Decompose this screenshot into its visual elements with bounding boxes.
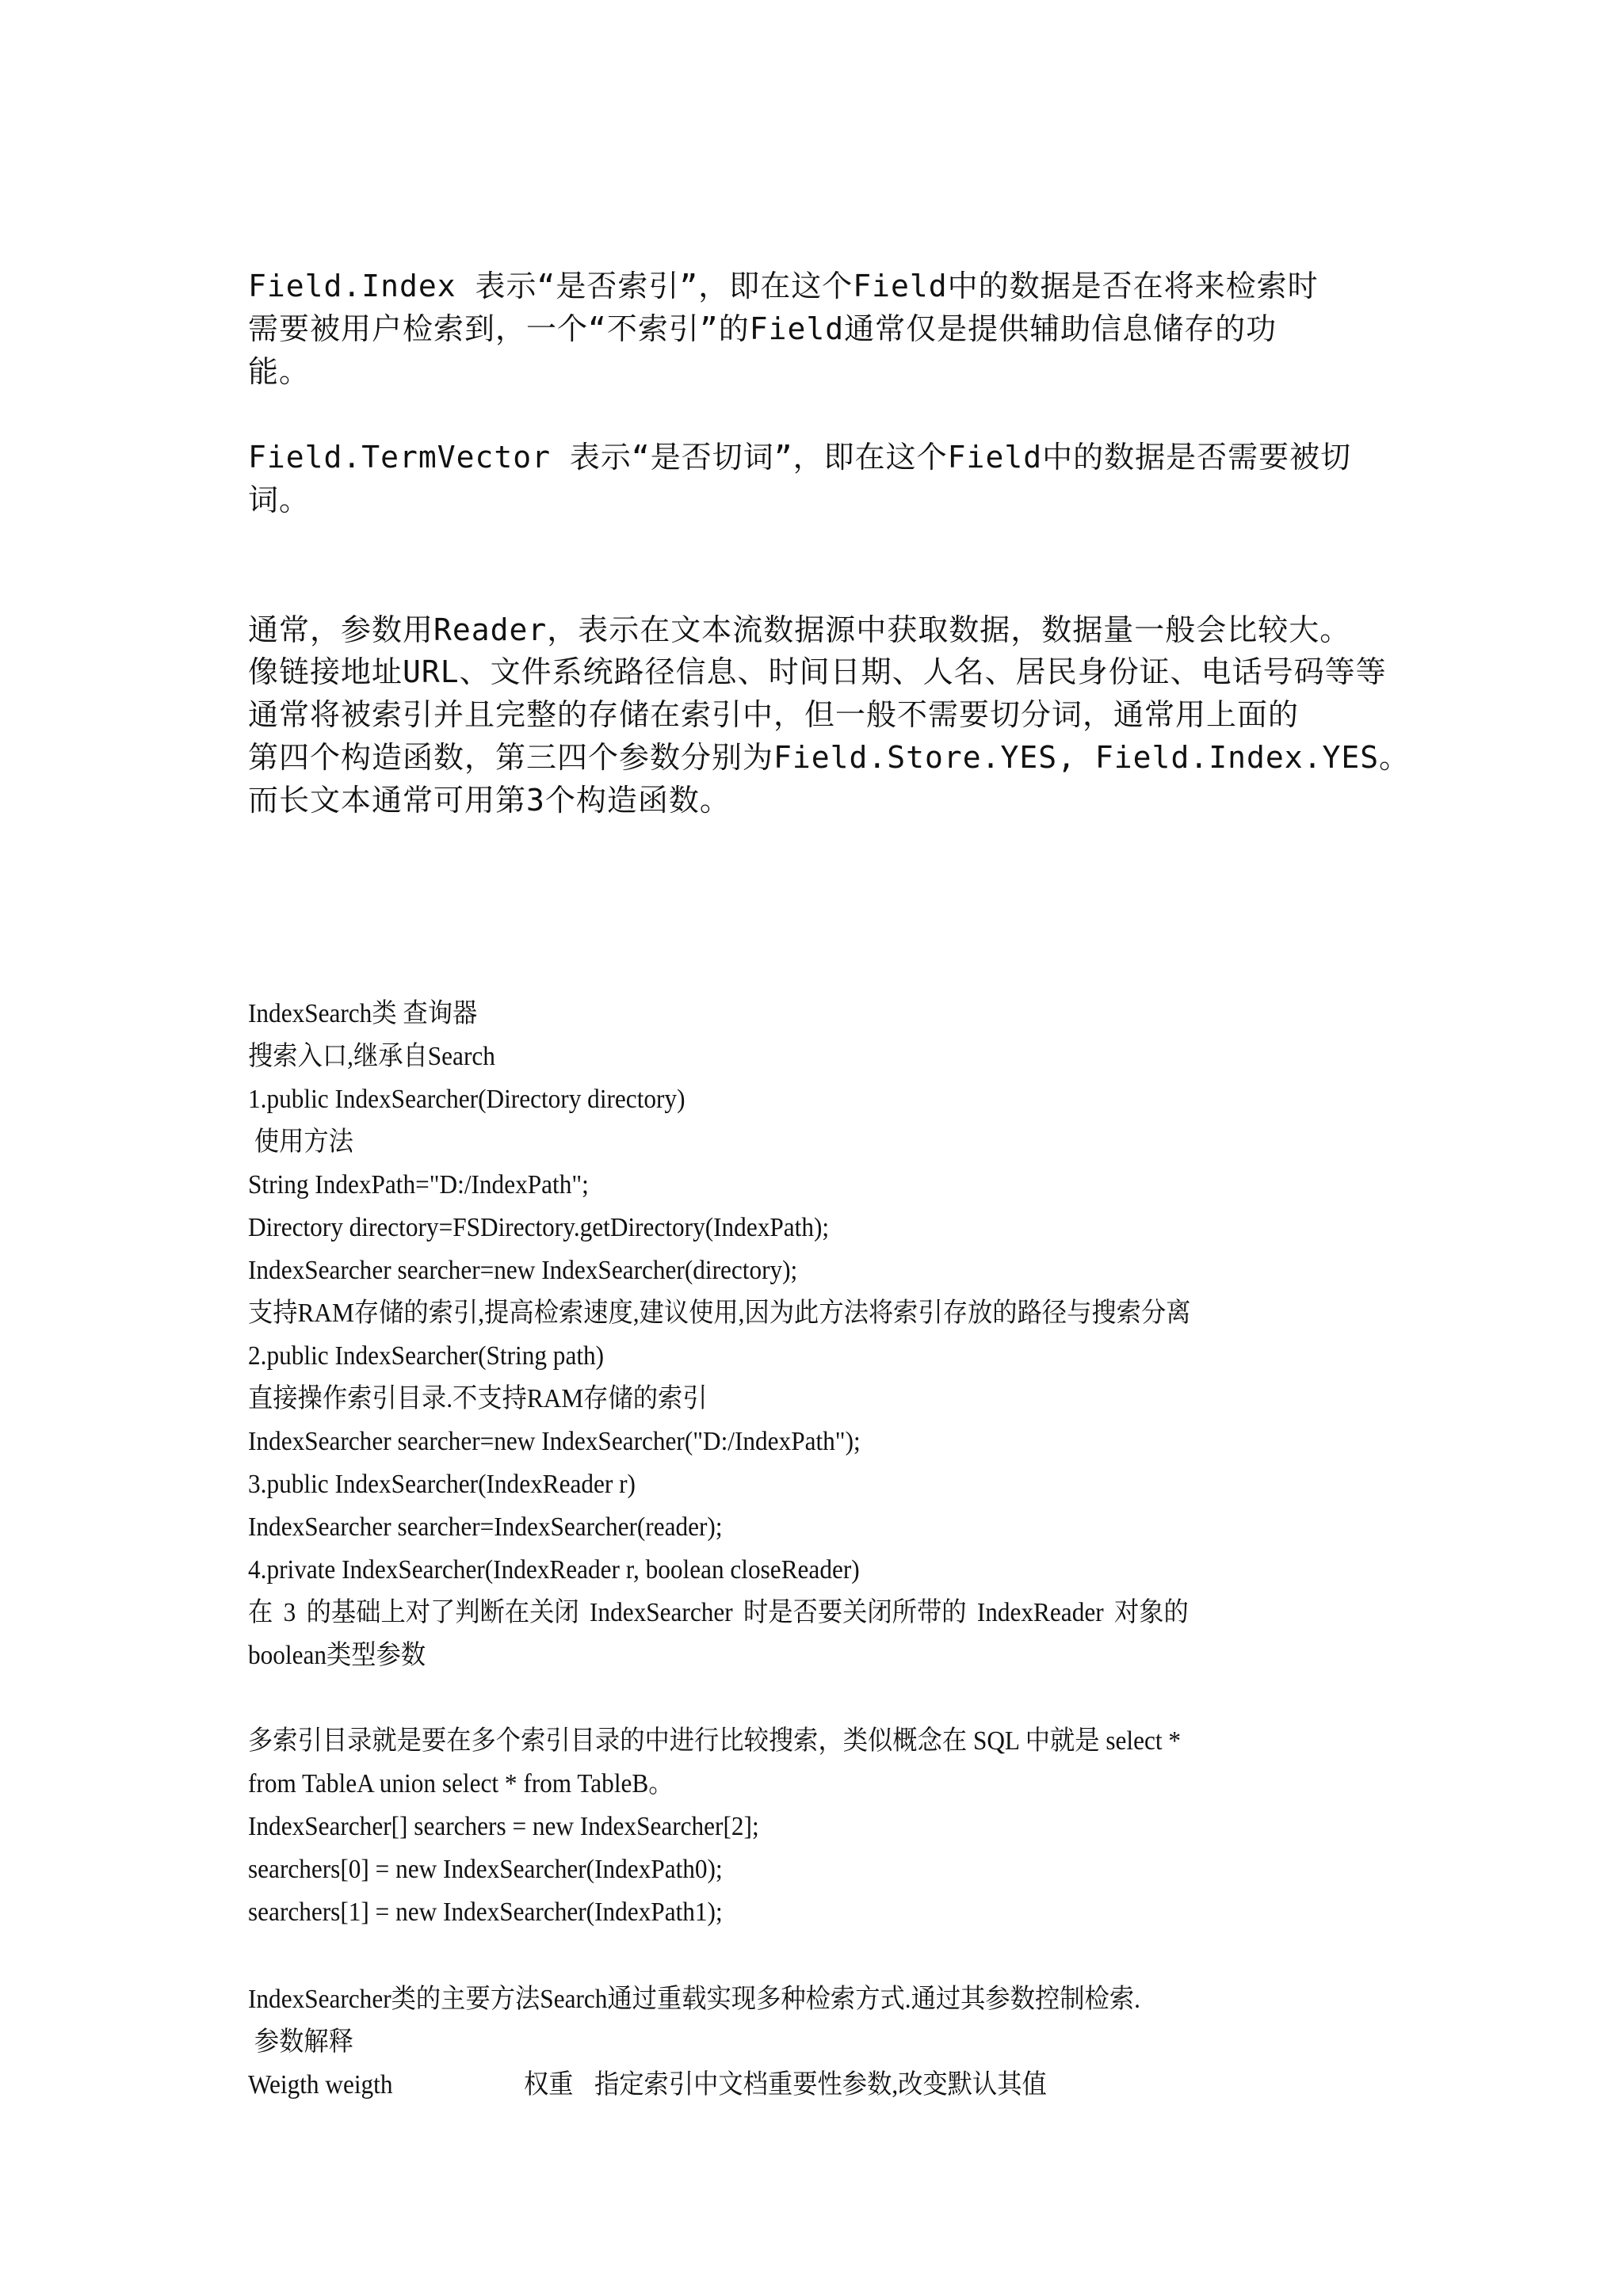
text-line: 像链接地址URL、文件系统路径信息、时间日期、人名、居民身份证、电话号码等等 [248,654,1387,689]
text-line: Field.Index 表示“是否索引”，即在这个Field中的数据是否在将来检索时 [248,269,1319,303]
text-line: 通常，参数用Reader，表示在文本流数据源中获取数据，数据量一般会比较大。 [248,612,1351,647]
text-line: 4.private IndexSearcher(IndexReader r, boolean closeReader) [248,1555,860,1585]
text-line: 3.public IndexSearcher(IndexReader r) [248,1470,636,1499]
text-line: 参数解释 [248,2027,353,2057]
param-name: Weigth weigth [248,2070,393,2100]
text-line: 1.public IndexSearcher(Directory directory) [248,1085,685,1114]
param-description: 指定索引中文档重要性参数,改变默认其值 [594,2070,1047,2100]
code-line: String IndexPath="D:/IndexPath"; [248,1170,589,1199]
text-line: 能。 [248,354,311,389]
text-line: boolean类型参数 [248,1641,426,1670]
code-line: IndexSearcher searcher=new IndexSearcher(directory); [248,1256,798,1285]
text-line: 2.public IndexSearcher(String path) [248,1341,605,1371]
text-line: 而长文本通常可用第3个构造函数。 [248,783,731,818]
text-line: 需要被用户检索到，一个“不索引”的Field通常仅是提供辅助信息储存的功 [248,311,1277,346]
text-line: 多索引目录就是要在多个索引目录的中进行比较搜索，类似概念在 SQL 中就是 select * [248,1726,1182,1756]
text-line: IndexSearcher类的主要方法Search通过重载实现多种检索方式.通过其参数控制检索. [248,1985,1140,2014]
text-line: 使用方法 [248,1127,353,1157]
param-term: 权重 [524,2070,574,2100]
section-heading: IndexSearch类 查询器 [248,999,478,1028]
code-line: IndexSearcher searcher=IndexSearcher(reader); [248,1512,723,1542]
code-line: IndexSearcher searcher=new IndexSearcher("D:/IndexPath"); [248,1427,861,1456]
text-line: from TableA union select * from TableB。 [248,1769,674,1798]
text-line: 词。 [248,482,311,517]
text-line: 支持RAM存储的索引,提高检索速度,建议使用,因为此方法将索引存放的路径与搜索分离 [248,1299,1191,1328]
code-line: searchers[1] = new IndexSearcher(IndexPath1); [248,1897,723,1927]
text-line: 通常将被索引并且完整的存储在索引中，但一般不需要切分词，通常用上面的 [248,697,1300,732]
text-line: 搜索入口,继承自Search [248,1042,495,1071]
code-line: searchers[0] = new IndexSearcher(IndexPath0); [248,1855,723,1884]
text-line: Field.TermVector 表示“是否切词”，即在这个Field中的数据是否需要被切 [248,440,1352,475]
text-line: 在 3 的基础上对了判断在关闭 IndexSearcher 时是否要关闭所带的 IndexReader 对象的 [248,1598,1189,1627]
code-line: IndexSearcher[] searchers = new IndexSearcher[2]; [248,1812,759,1841]
code-line: Directory directory=FSDirectory.getDirectory(IndexPath); [248,1213,830,1242]
text-line: 第四个构造函数，第三四个参数分别为Field.Store.YES, Field.Index.YES。 [248,740,1411,775]
text-line: 直接操作索引目录.不支持RAM存储的索引 [248,1384,708,1413]
